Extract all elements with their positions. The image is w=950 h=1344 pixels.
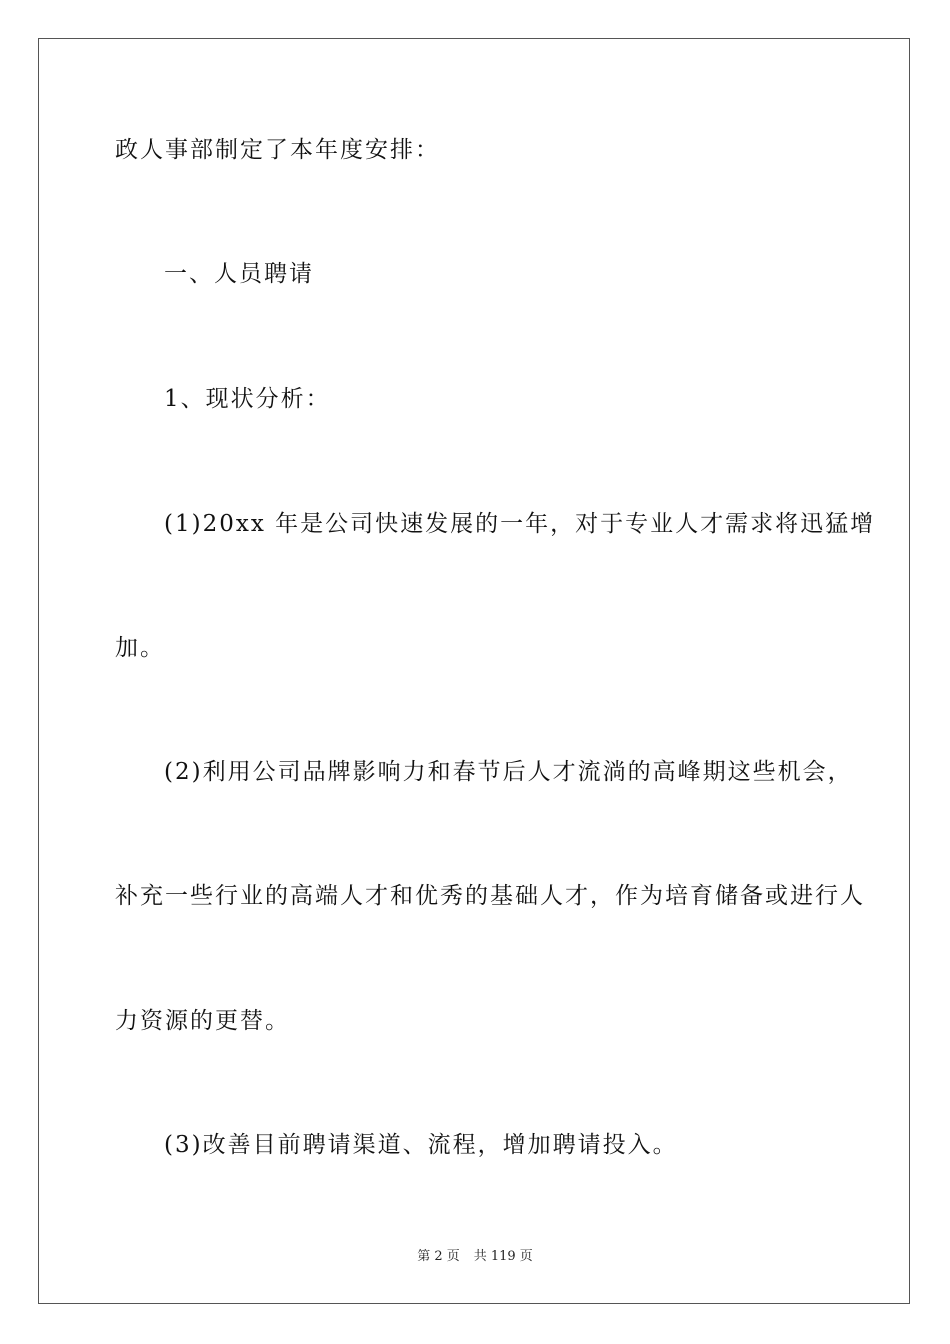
subsection-heading-analysis: 1、现状分析： (164, 386, 331, 412)
page-border (38, 38, 910, 1304)
section-heading-recruitment: 一、人员聘请 (164, 261, 314, 287)
paragraph-line-9: (3)改善目前聘请渠道、流程，增加聘请投入。 (164, 1132, 678, 1158)
paragraph-line-6: (2)利用公司品牌影响力和春节后人才流淌的高峰期这些机会， (164, 759, 853, 785)
page-number: 第 2 页 (417, 1249, 460, 1264)
paragraph-line-7: 补充一些行业的高端人才和优秀的基础人才，作为培育储备或进行人 (115, 883, 865, 909)
page-total: 共 119 页 (473, 1249, 533, 1264)
paragraph-line-5: 加。 (115, 635, 165, 661)
paragraph-line-4: (1)20xx 年是公司快速发展的一年，对于专业人才需求将迅猛增 (164, 511, 876, 537)
paragraph-line-8: 力资源的更替。 (115, 1008, 290, 1034)
page-footer (0, 1248, 950, 1266)
paragraph-line-1: 政人事部制定了本年度安排： (115, 137, 440, 163)
